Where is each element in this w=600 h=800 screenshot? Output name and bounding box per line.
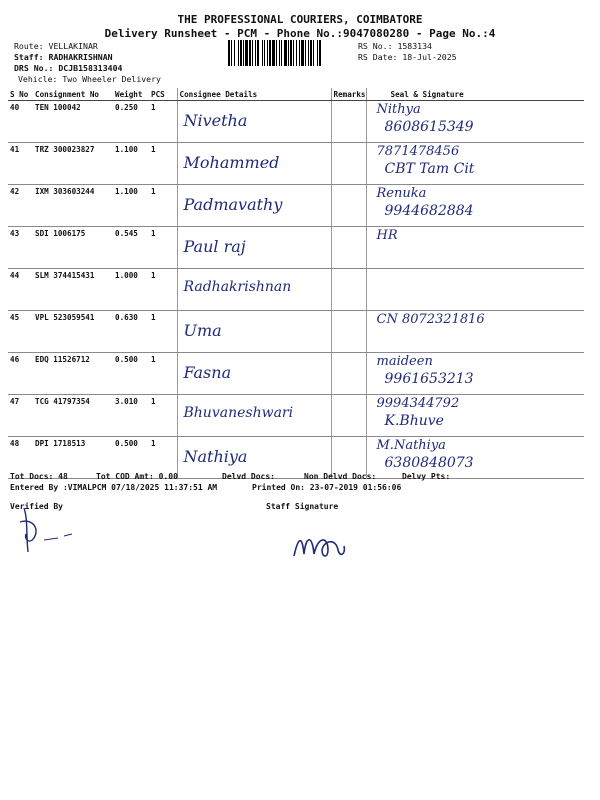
barcode-bar	[264, 40, 265, 66]
delvd-docs: Delvd Docs:	[222, 472, 275, 481]
cell-consignment-no: EDQ 11526712	[33, 353, 113, 395]
verified-by-label: Verified By	[10, 502, 63, 511]
seal-handwriting-line1: HR	[376, 228, 398, 243]
cell-sno: 43	[8, 227, 33, 269]
cell-consignment-no: DPI 1718513	[33, 437, 113, 479]
cell-seal-signature	[366, 269, 584, 311]
rs-no-line: RS No.: 1583134	[358, 41, 432, 51]
cell-consignment-no: SDI 1006175	[33, 227, 113, 269]
barcode-bar	[262, 40, 263, 66]
cell-sno: 41	[8, 143, 33, 185]
cell-pcs: 1	[149, 395, 177, 437]
barcode-bar	[249, 40, 251, 66]
barcode-bar	[240, 40, 242, 66]
seal-handwriting-line1: 7871478456	[376, 144, 460, 159]
barcode-bar	[290, 40, 292, 66]
consignee-handwriting: Uma	[183, 321, 222, 340]
barcode-bar	[272, 40, 275, 66]
staff-signature-label: Staff Signature	[266, 502, 339, 511]
printed-on: Printed On: 23-07-2019 01:56:06	[252, 483, 402, 492]
header-sno: S No	[8, 88, 33, 101]
cell-weight: 0.630	[113, 311, 149, 353]
delvy-pts: Delvy Pts:	[402, 472, 451, 481]
seal-handwriting-line2: 6380848073	[384, 455, 474, 471]
cell-consignee-details	[177, 395, 331, 437]
barcode-bar	[228, 40, 230, 66]
cell-sno: 40	[8, 101, 33, 143]
cell-pcs: 1	[149, 353, 177, 395]
seal-handwriting-line1: CN 8072321816	[376, 312, 485, 327]
staff-signature-scribble	[288, 520, 358, 565]
barcode-image	[228, 40, 354, 66]
header-seal-signature: Seal & Signature	[366, 88, 584, 101]
tot-docs: Tot Docs: 48	[10, 472, 68, 481]
cell-sno: 44	[8, 269, 33, 311]
barcode-bar	[252, 40, 253, 66]
header-remarks: Remarks	[331, 88, 366, 101]
consignee-handwriting: Mohammed	[183, 153, 280, 172]
cell-consignee-details	[177, 185, 331, 227]
header-consignment-no: Consignment No	[33, 88, 113, 101]
cell-remarks	[331, 395, 366, 437]
non-delvd-docs: Non Delvd Docs:	[304, 472, 377, 481]
consignee-handwriting: Paul raj	[183, 237, 246, 256]
cell-consignment-no: TCG 41797354	[33, 395, 113, 437]
barcode-bar	[296, 40, 297, 66]
cell-pcs: 1	[149, 227, 177, 269]
consignee-handwriting: Nathiya	[183, 447, 248, 466]
barcode-bar	[299, 40, 300, 66]
cell-pcs: 1	[149, 101, 177, 143]
cell-sno: 42	[8, 185, 33, 227]
route-line: Route: VELLAKINAR	[14, 41, 98, 51]
table-row	[8, 143, 584, 185]
cell-weight: 1.100	[113, 185, 149, 227]
runsheet-subtitle: Delivery Runsheet - PCM - Phone No.:9047080280 - Page No.:4	[104, 27, 496, 40]
table-row	[8, 395, 584, 437]
tot-cod-amt: Tot COD Amt: 0.00	[96, 472, 178, 481]
barcode-bar	[279, 40, 280, 66]
cell-consignment-no: TEN 100042	[33, 101, 113, 143]
cell-remarks	[331, 185, 366, 227]
cell-pcs: 1	[149, 185, 177, 227]
rs-date-line: RS Date: 18-Jul-2025	[358, 52, 457, 62]
cell-consignee-details	[177, 143, 331, 185]
barcode-bar	[267, 40, 268, 66]
cell-seal-signature	[366, 185, 584, 227]
barcode-bar	[243, 40, 244, 66]
header-pcs: PCS	[149, 88, 177, 101]
barcode-bar	[255, 40, 256, 66]
table-row	[8, 353, 584, 395]
cell-pcs: 1	[149, 311, 177, 353]
seal-handwriting-line1: Renuka	[376, 186, 427, 201]
consignee-handwriting: Fasna	[183, 363, 232, 382]
barcode-bar	[276, 40, 277, 66]
consignee-handwriting: Radhakrishnan	[183, 279, 292, 295]
seal-handwriting-line2: K.Bhuve	[384, 413, 444, 429]
company-title: THE PROFESSIONAL COURIERS, COIMBATORE	[177, 13, 423, 26]
seal-handwriting-line2: 9961653213	[384, 371, 474, 387]
barcode-bar	[310, 40, 312, 66]
cell-sno: 46	[8, 353, 33, 395]
cell-remarks	[331, 311, 366, 353]
table-header-row	[8, 88, 584, 101]
cell-remarks	[331, 269, 366, 311]
cell-remarks	[331, 353, 366, 395]
cell-seal-signature	[366, 311, 584, 353]
barcode-bar	[293, 40, 294, 66]
seal-handwriting-line1: M.Nathiya	[376, 438, 446, 453]
cell-seal-signature	[366, 101, 584, 143]
barcode-bar	[313, 40, 314, 66]
barcode-bar	[288, 40, 289, 66]
consignee-handwriting: Nivetha	[183, 111, 248, 130]
header-consignee-details: Consignee Details	[177, 88, 331, 101]
seal-handwriting-line2: 9944682884	[384, 203, 474, 219]
cell-sno: 45	[8, 311, 33, 353]
cell-consignment-no: TRZ 300023827	[33, 143, 113, 185]
barcode-bar	[234, 40, 235, 66]
table-row	[8, 185, 584, 227]
cell-consignee-details	[177, 353, 331, 395]
cell-weight: 0.545	[113, 227, 149, 269]
table-row	[8, 437, 584, 479]
cell-weight: 0.250	[113, 101, 149, 143]
seal-handwriting-line1: Nithya	[376, 102, 421, 117]
cell-seal-signature	[366, 437, 584, 479]
consignee-handwriting: Padmavathy	[183, 195, 283, 214]
entered-by: Entered By :VIMALPCM 07/18/2025 11:37:51 AM	[10, 483, 218, 492]
cell-pcs: 1	[149, 437, 177, 479]
barcode-bar	[308, 40, 309, 66]
cell-weight: 0.500	[113, 437, 149, 479]
cell-consignment-no: IXM 303603244	[33, 185, 113, 227]
seal-handwriting-line1: 9994344792	[376, 396, 460, 411]
header-weight: Weight	[113, 88, 149, 101]
table-row	[8, 227, 584, 269]
cell-pcs: 1	[149, 143, 177, 185]
seal-handwriting-line2: CBT Tam Cit	[384, 161, 475, 177]
vehicle-line: Vehicle: Two Wheeler Delivery	[18, 74, 161, 84]
cell-remarks	[331, 227, 366, 269]
cell-consignment-no: VPL 523059541	[33, 311, 113, 353]
cell-consignee-details	[177, 311, 331, 353]
cell-weight: 0.500	[113, 353, 149, 395]
cell-weight: 1.100	[113, 143, 149, 185]
table-row	[8, 311, 584, 353]
barcode-bar	[284, 40, 287, 66]
cell-seal-signature	[366, 395, 584, 437]
cell-sno: 48	[8, 437, 33, 479]
cell-pcs: 1	[149, 269, 177, 311]
barcode-bar	[245, 40, 248, 66]
runsheet-table	[8, 88, 584, 479]
barcode-bar	[305, 40, 306, 66]
consignee-handwriting: Bhuvaneshwari	[183, 405, 294, 421]
barcode-bar	[269, 40, 271, 66]
barcode-bar	[257, 40, 259, 66]
table-row	[8, 269, 584, 311]
barcode-bar	[319, 40, 321, 66]
cell-weight: 3.010	[113, 395, 149, 437]
cell-seal-signature	[366, 227, 584, 269]
barcode-bar	[231, 40, 232, 66]
cell-consignment-no: SLM 374415431	[33, 269, 113, 311]
cell-consignee-details	[177, 269, 331, 311]
cell-seal-signature	[366, 353, 584, 395]
barcode-bar	[301, 40, 304, 66]
cell-sno: 47	[8, 395, 33, 437]
drs-line: DRS No.: DCJB158313404	[14, 63, 123, 73]
seal-handwriting-line2: 8608615349	[384, 119, 474, 135]
cell-weight: 1.000	[113, 269, 149, 311]
barcode-bar	[317, 40, 318, 66]
staff-line: Staff: RADHAKRISHNAN	[14, 52, 113, 62]
cell-seal-signature	[366, 143, 584, 185]
verifier-signature-scribble	[14, 500, 84, 560]
cell-remarks	[331, 101, 366, 143]
cell-consignee-details	[177, 101, 331, 143]
table-row	[8, 101, 584, 143]
barcode-bar	[281, 40, 282, 66]
barcode-bar	[238, 40, 239, 66]
cell-consignee-details	[177, 227, 331, 269]
cell-remarks	[331, 143, 366, 185]
seal-handwriting-line1: maideen	[376, 354, 433, 369]
